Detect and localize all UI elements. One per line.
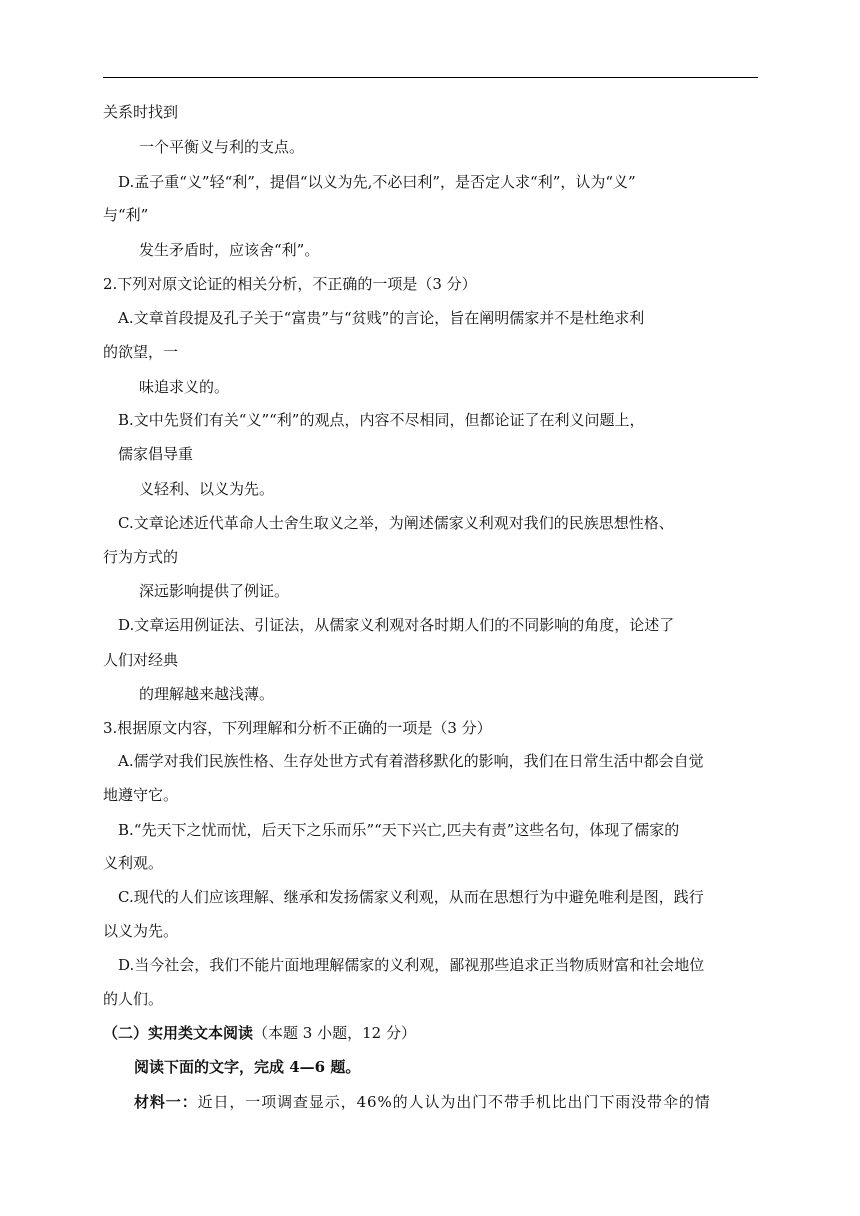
- text-line: 行为方式的: [103, 548, 179, 566]
- text-line: 义利观。: [103, 854, 164, 872]
- header-rule: [103, 77, 758, 78]
- option-d-line: D.孟子重“义”轻“利”，提倡“以义为先,不必曰利”，是否定人求“利”，认为“义”: [118, 173, 636, 191]
- text-line: 深远影响提供了例证。: [139, 582, 290, 600]
- text-line: 与“利”: [103, 206, 149, 224]
- option-d-line: D.当今社会，我们不能片面地理解儒家的义利观，鄙视那些追求正当物质财富和社会地位: [118, 956, 705, 974]
- material-one-text: 近日，一项调查显示，46%的人认为出门不带手机比出门下雨没带伞的情: [197, 1093, 711, 1111]
- text-line: 关系时找到: [103, 103, 179, 121]
- reading-instruction: 阅读下面的文字，完成 4—6 题。: [134, 1058, 361, 1076]
- option-b-line: B.文中先贤们有关“义”“利”的观点，内容不尽相同，但都论证了在利义问题上，: [118, 411, 645, 429]
- question-2-stem: 2.下列对原文论证的相关分析，不正确的一项是（3 分）: [103, 275, 477, 293]
- text-line: 的理解越来越浅薄。: [139, 685, 275, 703]
- text-line: 以义为先。: [103, 922, 179, 940]
- material-one-line: [134, 1092, 711, 1112]
- option-c-line: C.文章论述近代革命人士舍生取义之举，为阐述儒家义利观对我们的民族思想性格、: [118, 514, 674, 532]
- section-heading-note: （本题 3 小题，12 分）: [253, 1024, 416, 1042]
- option-a-line: A.儒学对我们民族性格、生存处世方式有着潜移默化的影响，我们在日常生活中都会自觉: [118, 752, 704, 770]
- option-a-line: A.文章首段提及孔子关于“富贵”与“贫贱”的言论，旨在阐明儒家并不是杜绝求利: [118, 309, 645, 327]
- text-line: 义轻利、以义为先。: [139, 480, 275, 498]
- question-3-stem: 3.根据原文内容，下列理解和分析不正确的一项是（3 分）: [103, 719, 492, 737]
- text-line: 儒家倡导重: [118, 445, 194, 463]
- text-line: 发生矛盾时，应该舍“利”。: [139, 241, 320, 259]
- text-line: 一个平衡义与利的支点。: [139, 138, 305, 156]
- option-d-line: D.文章运用例证法、引证法，从儒家义利观对各时期人们的不同影响的角度，论述了: [118, 616, 675, 634]
- text-line: 人们对经典: [103, 651, 179, 669]
- text-line: 的欲望，一: [103, 343, 179, 361]
- text-line: 的人们。: [103, 990, 164, 1008]
- section-heading: [103, 1023, 416, 1043]
- option-b-line: B.“先天下之忧而忧，后天下之乐而乐”“天下兴亡,匹夫有责”这些名句，体现了儒家的: [118, 821, 680, 839]
- text-line: 地遵守它。: [103, 786, 179, 804]
- section-heading-title: （二）实用类文本阅读: [103, 1024, 254, 1042]
- option-c-line: C.现代的人们应该理解、继承和发扬儒家义利观，从而在思想行为中避免唯利是图，践行: [118, 888, 704, 906]
- material-one-label: 材料一：: [134, 1093, 198, 1111]
- text-line: 味追求义的。: [139, 378, 230, 396]
